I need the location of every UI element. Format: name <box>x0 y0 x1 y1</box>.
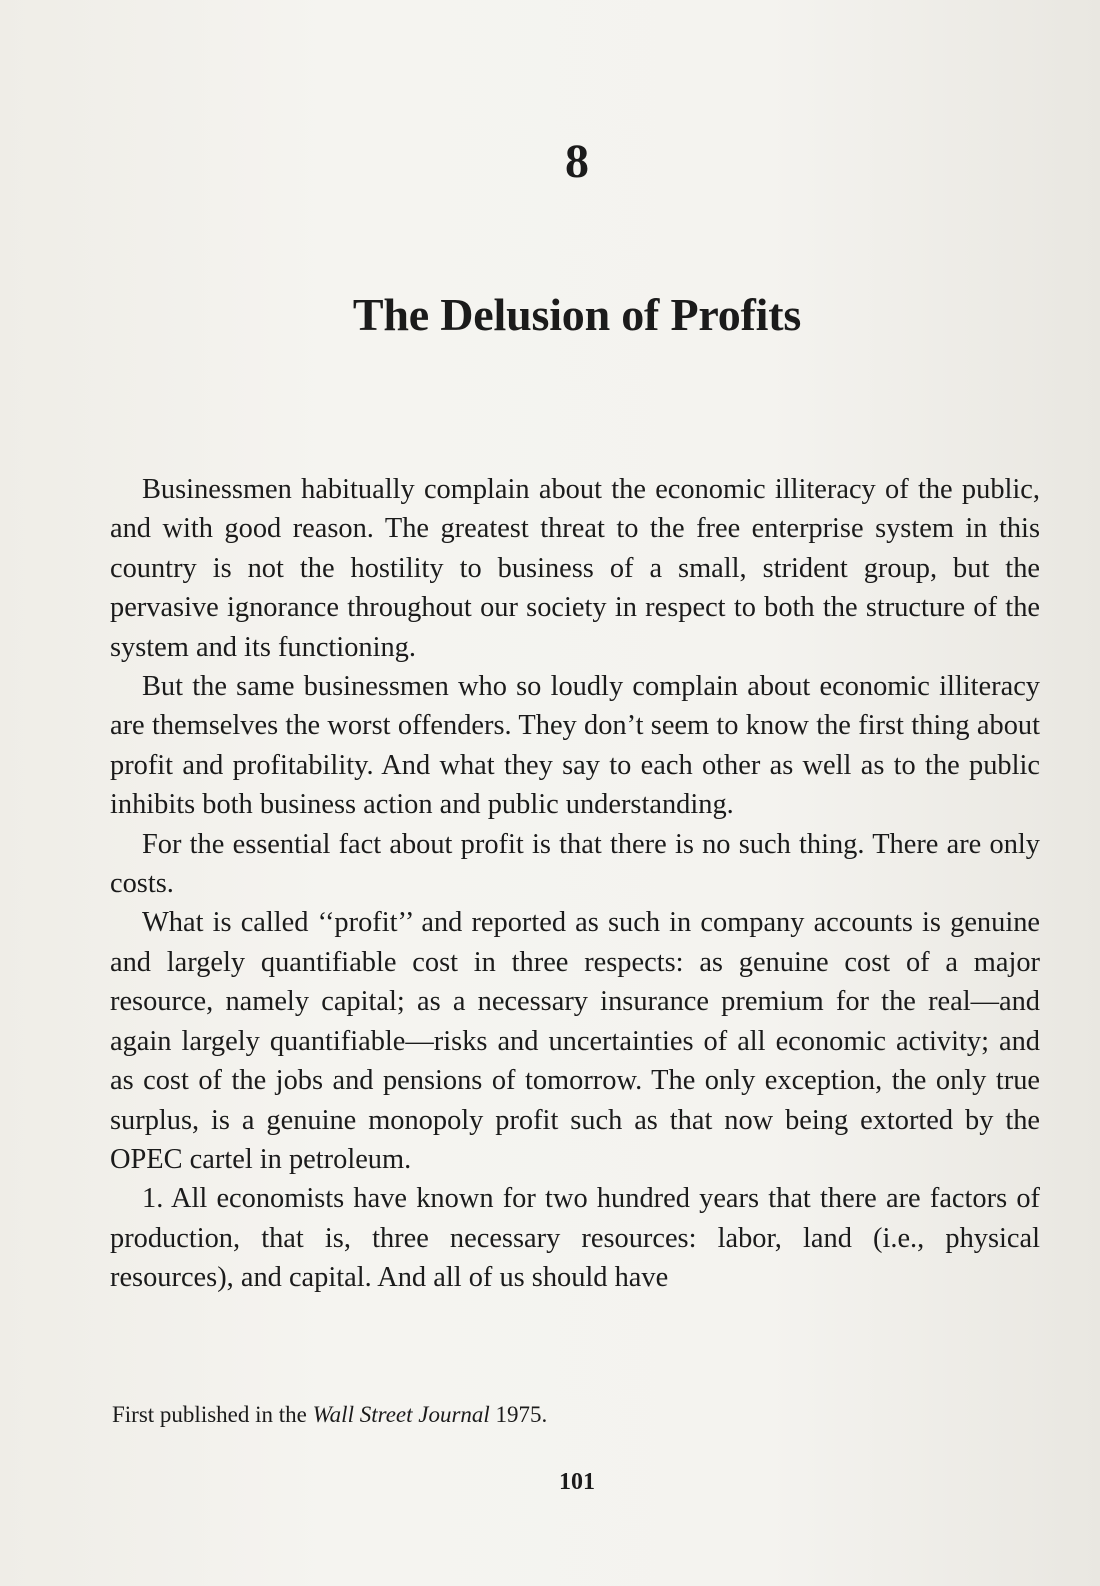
footnote-prefix: First published in the <box>112 1402 313 1427</box>
paragraph-5: 1. All economists have known for two hundred years that there are factors of production, that is, three necessary resources: labor, land (i.e., physical resources), and capital. And all of us should have <box>110 1183 1040 1294</box>
footnote <box>112 1400 1012 1430</box>
paragraph-4: What is called ‘‘profit’’ and reported as such in company accounts is genuine and largely quantifiable cost in three respects: as genuine cost of a major resource, namely capital; as a necessary insurance premium for the real—and again largely quantifiable—risks and uncertainties of all economic activity; and as cost of the jobs and pensions of tomorrow. The only exception, the only true surplus, is a genuine monopoly profit such as that now being extorted by the OPEC cartel in petroleum. <box>110 907 1040 1175</box>
footnote-suffix: 1975. <box>489 1402 548 1427</box>
paragraph-3: For the essential fact about profit is that there is no such thing. There are only costs. <box>110 828 1040 900</box>
body-text <box>110 470 1040 1298</box>
page-number: 101 <box>559 1469 595 1495</box>
paragraph-1: Businessmen habitually complain about the economic illiteracy of the public, and with good reason. The greatest threat to the free enterprise system in this country is not the hostility to business of a small, strident group, but the pervasive ignorance throughout our society in respect to both the structure of the system and its functioning. <box>110 474 1040 663</box>
chapter-title: The Delusion of Profits <box>352 289 802 340</box>
paragraph-2: But the same businessmen who so loudly complain about economic illiteracy are themselves the worst offenders. They don’t seem to know the first thing about profit and profitability. And what they say to each other as well as to the public inhibits both business action and public understanding. <box>110 671 1040 821</box>
footnote-source: Wall Street Journal <box>312 1402 490 1427</box>
chapter-number: 8 <box>565 135 589 188</box>
